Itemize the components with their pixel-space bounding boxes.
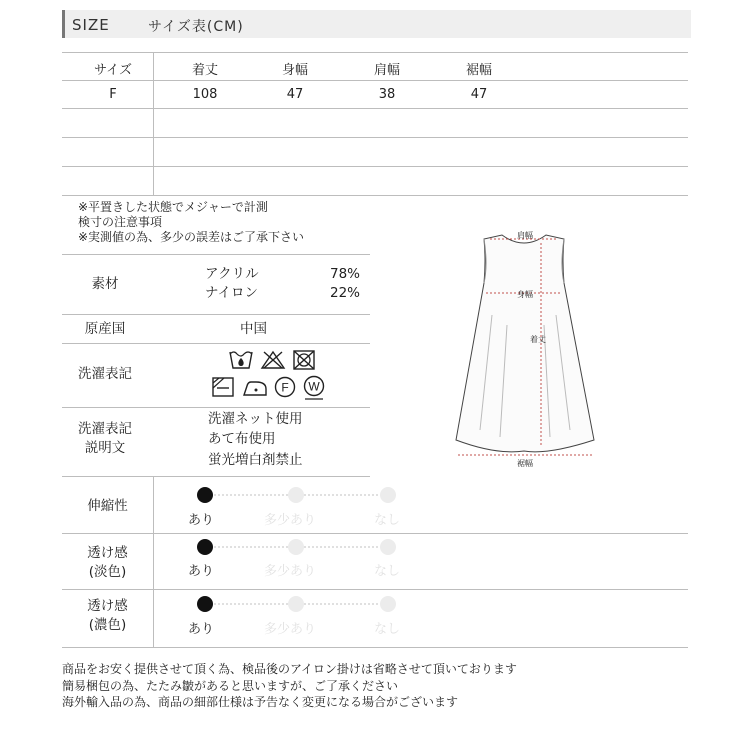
rating-track [214, 603, 288, 605]
wet-clean-w-icon [302, 375, 326, 401]
origin-label: 原産国 [84, 321, 126, 337]
dry-clean-letter: F [281, 380, 289, 395]
table-header-size: サイズ [94, 63, 132, 78]
care-note-line: 洗濯ネット使用 [208, 411, 303, 427]
care-label: 洗濯表記 [78, 366, 132, 382]
rating-option: なし [374, 564, 401, 579]
rating-label: 透け感 [87, 545, 128, 561]
size-subtitle: サイズ表(CM) [148, 19, 244, 35]
table-cell: 47 [286, 87, 304, 102]
table-header-shoulder: 肩幅 [373, 63, 400, 78]
size-title: SIZE [72, 16, 110, 34]
material-pct-nylon: 22% [330, 285, 361, 301]
footer-note: 海外輸入品の為、商品の細部仕様は予告なく変更になる場合がございます [62, 695, 459, 709]
rating-label: 伸縮性 [87, 498, 128, 514]
iron-low-icon [241, 378, 269, 398]
rating-line [62, 589, 688, 590]
rating-track [304, 494, 378, 496]
note-error: ※実測値の為、多少の誤差はご了承下さい [78, 230, 305, 244]
table-line [62, 52, 688, 53]
rating-option: 多少あり [264, 513, 317, 528]
dry-clean-f-icon [274, 376, 296, 398]
rating-option-selected: あり [188, 564, 215, 579]
rating-sublabel: (淡色) [88, 564, 127, 580]
rating-option-selected: あり [188, 513, 215, 528]
rating-dot-selected [197, 539, 213, 555]
footer-note: 商品をお安く提供させて頂く為、検品後のアイロン掛けは省略させて頂いております [62, 662, 517, 676]
material-pct-acrylic: 78% [330, 266, 361, 282]
care-note-line: 蛍光増白剤禁止 [208, 452, 303, 468]
rating-dot [380, 539, 396, 555]
care-note-line: あて布使用 [208, 431, 276, 447]
rating-divider [153, 476, 154, 647]
detail-line [62, 314, 370, 315]
table-header-hem: 裾幅 [465, 63, 492, 78]
rating-track [304, 546, 378, 548]
dress-outline [456, 235, 594, 452]
table-line [62, 195, 688, 196]
detail-line [62, 343, 370, 344]
rating-dot-selected [197, 596, 213, 612]
table-line [62, 108, 688, 109]
hem-label: 裾幅 [517, 459, 533, 468]
table-cell: 38 [378, 87, 396, 102]
care-notes-label-line1: 洗濯表記 [78, 421, 132, 437]
footer-note: 簡易梱包の為、たたみ皺があると思いますが、ご了承ください [62, 679, 399, 693]
no-bleach-icon [260, 350, 286, 370]
rating-sublabel: (濃色) [88, 617, 127, 633]
origin-value: 中国 [240, 321, 267, 337]
rating-dot [288, 596, 304, 612]
shoulder-label: 肩幅 [517, 231, 533, 240]
rating-dot-selected [197, 487, 213, 503]
dry-flat-shade-icon [211, 376, 235, 398]
table-header-chest: 身幅 [281, 63, 308, 78]
care-notes-label-line2: 説明文 [84, 440, 126, 456]
rating-dot [380, 487, 396, 503]
detail-line [62, 254, 370, 255]
wet-clean-letter: W [308, 379, 320, 394]
detail-line [62, 407, 370, 408]
rating-label: 透け感 [87, 598, 128, 614]
table-cell: F [109, 87, 117, 102]
table-line [62, 80, 688, 81]
material-name-nylon: ナイロン [205, 285, 259, 301]
rating-option: 多少あり [264, 622, 317, 637]
table-cell: 108 [192, 87, 218, 102]
rating-track [214, 546, 288, 548]
rating-track [214, 494, 288, 496]
table-header-length: 着丈 [191, 63, 218, 78]
rating-dot [380, 596, 396, 612]
rating-line [62, 647, 688, 648]
dress-diagram [452, 225, 600, 470]
rating-option-selected: あり [188, 622, 215, 637]
rating-option: 多少あり [264, 564, 317, 579]
wash-30-icon [228, 348, 254, 370]
rating-option: なし [374, 513, 401, 528]
length-label: 着丈 [530, 335, 546, 344]
material-label: 素材 [91, 276, 119, 292]
chest-label: 身幅 [517, 290, 533, 299]
material-name-acrylic: アクリル [205, 266, 259, 282]
rating-dot [288, 487, 304, 503]
rating-option: なし [374, 622, 401, 637]
rating-dot [288, 539, 304, 555]
rating-track [304, 603, 378, 605]
table-cell: 47 [470, 87, 488, 102]
no-tumble-dry-icon [292, 349, 316, 371]
note-caution-title: 検寸の注意事項 [78, 215, 163, 229]
detail-line [62, 476, 370, 477]
table-divider [153, 52, 154, 195]
table-line [62, 166, 688, 167]
note-measure: ※平置きした状態でメジャーで計測 [78, 200, 268, 214]
table-line [62, 137, 688, 138]
rating-line [62, 533, 688, 534]
